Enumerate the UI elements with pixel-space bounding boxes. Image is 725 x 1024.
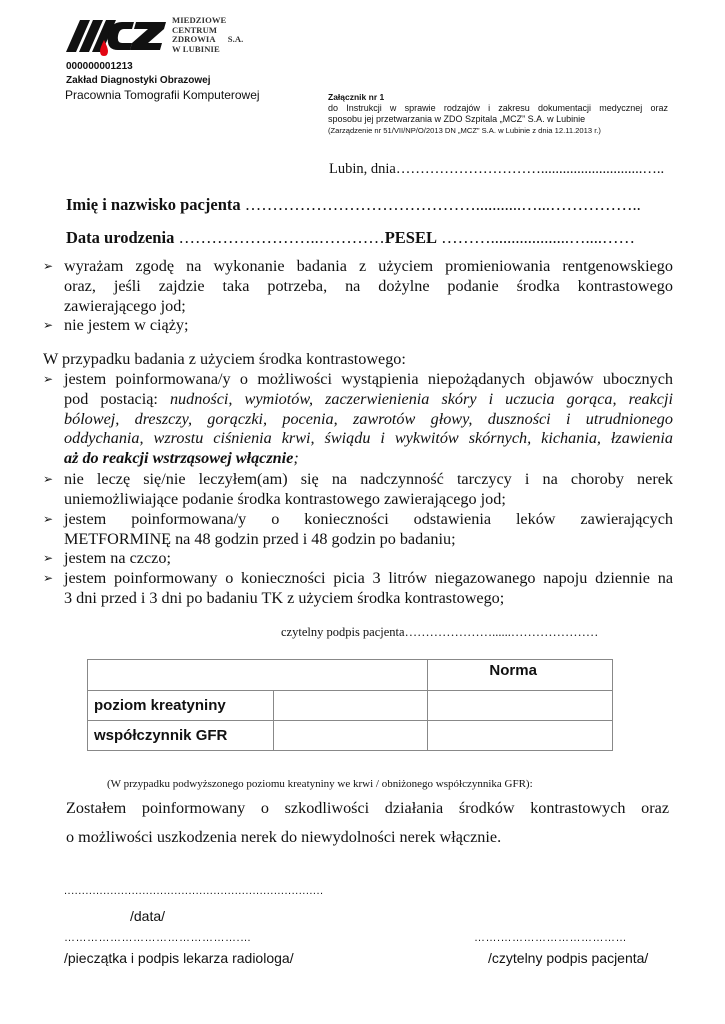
- mcz-logo-mark: [64, 14, 170, 56]
- logo-line-2: CENTRUM: [172, 24, 218, 35]
- consent-1-line-3: zawierającego jod;: [64, 296, 186, 315]
- annex-line-2: sposobu jej przetwarzania w ZDO Szpitala „MCZ” S.A. w Lubinie: [328, 114, 586, 124]
- gfr-value[interactable]: [273, 721, 428, 751]
- informed-statement-line-1: Zostałem poinformowany o szkodliwości działania środków kontrastowych oraz: [66, 799, 669, 817]
- logo-name: [172, 16, 243, 54]
- patient-signature-field[interactable]: [281, 625, 598, 640]
- logo-line-3: ZDROWIA: [172, 34, 216, 45]
- consent-1-line-2: oraz, jeśli zajdzie taka potrzeba, na dożylne podanie środka kontrastowego: [64, 276, 673, 295]
- patient-final-signature-label: /czytelny podpis pacjenta/: [488, 950, 649, 966]
- arrow-bullet-icon: ➢: [43, 472, 54, 486]
- birth-date-dots[interactable]: ……………………..…………: [174, 228, 385, 247]
- mcz-logo: [64, 14, 244, 58]
- table-row: [88, 721, 613, 751]
- arrow-bullet-icon: ➢: [43, 372, 54, 386]
- date-signature-line[interactable]: .........................................................................: [64, 885, 324, 897]
- side-effects-line-3: bólowej, dreszczy, gorączki, pocenia, zawrotów głowy, duszności i utrudnionego: [64, 409, 673, 428]
- lab-results-table: [87, 659, 613, 751]
- consent-2-line-1: nie jestem w ciąży;: [64, 316, 189, 334]
- side-effects-line-4: oddychania, wzrostu ciśnienia krwi, świądu i wykwitów skórnych, kichania, łzawienia: [64, 429, 673, 448]
- kidney-note: (W przypadku podwyższonego poziomu kreatyniny we krwi / obniżonego współczynnika GFR):: [107, 778, 533, 790]
- side-effects-list-1: nudności, wymiotów, zaczerwienienia skóry i uczucia gorąca, reakcji: [169, 389, 673, 408]
- logo-line-4: W LUBINIE: [172, 43, 220, 54]
- annex-line-1: do Instrukcji w sprawie rodzajów i zakresu dokumentacji medycznej oraz: [328, 103, 668, 113]
- metformin-line-1: jestem poinformowana/y o konieczności odstawienia leków zawierających: [64, 510, 673, 528]
- table-row: [88, 691, 613, 721]
- thyroid-line-1: nie leczę się/nie leczyłem(am) się na nadczynność tarczycy i na choroby nerek: [64, 470, 673, 488]
- consent-item-radiation: [43, 257, 673, 316]
- arrow-bullet-icon: ➢: [43, 318, 54, 332]
- contrast-section-heading: W przypadku badania z użyciem środka kontrastowego:: [43, 350, 406, 368]
- creatinine-label: poziom kreatyniny: [88, 691, 274, 721]
- informed-statement-line-2: o możliwości uszkodzenia nerek do niewydolności nerek włącznie.: [66, 828, 502, 846]
- creatinine-value[interactable]: [273, 691, 428, 721]
- arrow-bullet-icon: ➢: [43, 259, 54, 273]
- department-name: Zakład Diagnostyki Obrazowej: [66, 75, 211, 86]
- patient-final-signature-line[interactable]: …….……………………………: [474, 932, 628, 944]
- gfr-label: współczynnik GFR: [88, 721, 274, 751]
- side-effects-end: ;: [293, 449, 299, 468]
- creatinine-norm[interactable]: [428, 691, 613, 721]
- patient-name-field[interactable]: [66, 195, 641, 215]
- fasting-line-1: jestem na czczo;: [64, 549, 171, 567]
- table-header-norm: Norma: [428, 660, 613, 691]
- annex-title: Załącznik nr 1: [328, 92, 385, 102]
- metformin-line-2: METFORMINĘ na 48 godzin przed i 48 godzin po badaniu;: [64, 529, 456, 548]
- patient-name-label: Imię i nazwisko pacjenta: [66, 195, 241, 214]
- table-header-row: [88, 660, 613, 691]
- side-effects-line-1: jestem poinformowana/y o możliwości wystąpienia niepożądanych objawów ubocznych: [64, 370, 673, 388]
- pesel-dots[interactable]: ………...................…....……: [436, 228, 635, 247]
- anaphylaxis-warning: aż do reakcji wstrząsowej włącznie: [64, 449, 294, 468]
- birth-pesel-row: [66, 228, 635, 248]
- patient-name-dots: ……………………………………...........…...……………..: [240, 195, 641, 214]
- contrast-item-hydration: [43, 569, 673, 609]
- side-effects-line-2: [64, 390, 673, 410]
- document-id: 000000001213: [66, 61, 133, 72]
- contrast-item-metformin: [43, 510, 673, 550]
- place-date-label: Lubin, dnia: [329, 161, 396, 177]
- pesel-label: PESEL: [384, 228, 437, 247]
- place-date-field[interactable]: [329, 161, 664, 178]
- hydration-line-2: 3 dni przed i 3 dni po badaniu TK z użyciem środka kontrastowego;: [64, 588, 505, 607]
- place-date-dots: …………………………............................…..: [395, 161, 665, 177]
- date-label: /data/: [130, 908, 166, 924]
- laboratory-name: Pracownia Tomografii Komputerowej: [65, 88, 260, 102]
- contrast-item-fasting: [43, 549, 673, 569]
- arrow-bullet-icon: ➢: [43, 571, 54, 585]
- side-effects-line-5: [64, 449, 673, 469]
- gfr-norm[interactable]: [428, 721, 613, 751]
- patient-signature-dots: …………………......…………………: [404, 625, 599, 639]
- contrast-item-side-effects: [43, 370, 673, 469]
- arrow-bullet-icon: ➢: [43, 512, 54, 526]
- consent-1-line-1: wyrażam zgodę na wykonanie badania z użyciem promieniowania rentgenowskiego: [64, 257, 673, 275]
- annex-line-3: (Zarządzenie nr 51/VII/NP/O/2013 DN „MCZ” S.A. w Lubinie z dnia 12.11.2013 r.): [328, 126, 601, 135]
- radiologist-signature-line[interactable]: ……………………………………….…: [64, 932, 252, 944]
- thyroid-line-2: uniemożliwiające podanie środka kontrastowego zawierającego jod;: [64, 489, 506, 508]
- birth-date-label: Data urodzenia: [66, 228, 175, 247]
- arrow-bullet-icon: ➢: [43, 551, 54, 565]
- table-header-empty: [88, 660, 428, 691]
- radiologist-signature-label: /pieczątka i podpis lekarza radiologa/: [64, 950, 294, 966]
- contrast-item-thyroid-kidney: [43, 470, 673, 510]
- logo-line-1: MIEDZIOWE: [172, 15, 227, 25]
- hydration-line-1: jestem poinformowany o konieczności picia 3 litrów niegazowanego napoju dziennie na: [64, 569, 673, 587]
- patient-signature-label: czytelny podpis pacjenta: [281, 625, 405, 639]
- consent-item-pregnancy: [43, 316, 673, 336]
- logo-suffix: S.A.: [227, 34, 244, 45]
- side-effects-intro: pod postacią:: [64, 389, 170, 408]
